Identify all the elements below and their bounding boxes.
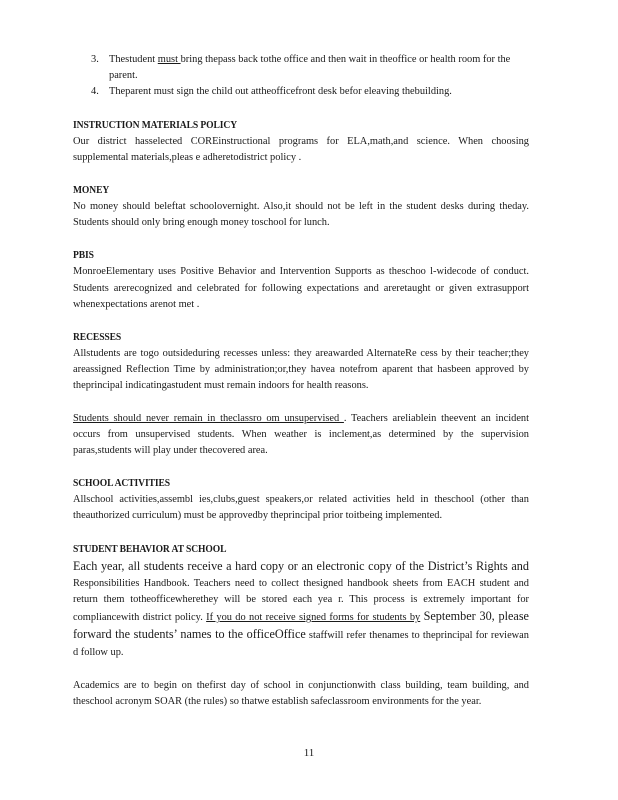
- section-body: Allschool activities,assembl ies,clubs,guest speakers,or related activities held in theschool (other than theauthorized curriculum) must be approvedby theprincipal prior toitbeing implemented.: [73, 494, 529, 522]
- section-heading: PBIS: [73, 250, 94, 262]
- list-item: [91, 84, 529, 100]
- list-number: 3.: [91, 54, 99, 65]
- large-text: Each year, all students receive a hard copy or an electronic copy of the District’s Rights and: [73, 558, 529, 573]
- underlined-text: Students should never remain in theclassro om unsupervised: [73, 412, 344, 424]
- body-text: . Teachers areliablein theevent an incident occurs from unsupervised students. When weather is inclement,as determined by the supervision paras,students will play under thecovered area.: [73, 412, 530, 457]
- section-instruction-materials: [73, 118, 529, 166]
- section-student-behavior: [73, 542, 529, 661]
- underlined-text: If you do not receive signed forms for students by: [206, 612, 421, 624]
- page-number: 11: [303, 747, 315, 759]
- large-text: September 30, please forward the students’ names to the officeOffice: [73, 609, 529, 642]
- section-body: No money should beleftat schoolovernight. Also,it should not be left in the student desks during theday. Students should only bring enough money toschool for lunch.: [73, 201, 529, 229]
- section-heading: SCHOOL ACTIVITIES: [73, 478, 171, 490]
- list-text: Theparent must sign the child out attheofficefront desk befor eleaving thebuilding.: [109, 86, 452, 98]
- section-heading: STUDENT BEHAVIOR AT SCHOOL: [73, 543, 227, 555]
- section-body: [73, 558, 529, 661]
- body-text: staffwill refer thenames to theprincipal for reviewan d follow up.: [73, 630, 529, 658]
- list-text-underlined: must: [157, 54, 181, 65]
- section-academics: [73, 678, 529, 710]
- section-body: Academics are to begin on thefirst day of school in conjunctionwith class building, team building, and theschool acronym SOAR (the rules) so thatwe establish safeclassroom environments for the year.: [73, 679, 529, 708]
- content-column: [73, 52, 529, 710]
- section-body: Our district hasselected COREinstructional programs for ELA,math,and science. When choosing supplemental materials,pleas e adheretodistrict policy .: [73, 135, 529, 163]
- section-heading: RECESSES: [73, 332, 122, 344]
- section-pbis: [73, 248, 529, 313]
- section-school-activities: [73, 476, 529, 524]
- section-recesses: [73, 330, 529, 459]
- numbered-list: [91, 52, 529, 101]
- section-money: [73, 183, 529, 231]
- section-body: Allstudents are togo outsideduring recesses unless: they areawarded AlternateRe cess by their teacher;they areassigned Reflection Time by administration;or,they havea notefrom aparent that hasbeen approved by theprincipal indicatingastudent must remain indoors for health reasons.: [73, 348, 529, 392]
- list-text: bring thepass back tothe office and then wait in theoffice or health room for the parent.: [109, 54, 511, 82]
- section-body: MonroeElementary uses Positive Behavior and Intervention Supports as theschoo l-widecode of conduct. Students arerecognized and celebrated for following expectations and areretaught or given extrasupport whenexpectations arenot met .: [73, 266, 529, 310]
- body-text: Responsibilities Handbook. Teachers need to collect thesigned handbook sheets from EACH student and return them totheofficewherethey will be stored each yea r. This process is extremely important for compliancewith district policy.: [73, 577, 529, 624]
- list-text: Thestudent: [109, 54, 158, 65]
- section-body-2: [73, 411, 529, 460]
- list-number: 4.: [91, 86, 99, 98]
- section-heading: MONEY: [73, 185, 110, 197]
- list-item: [91, 52, 529, 84]
- section-heading: INSTRUCTION MATERIALS POLICY: [73, 119, 238, 131]
